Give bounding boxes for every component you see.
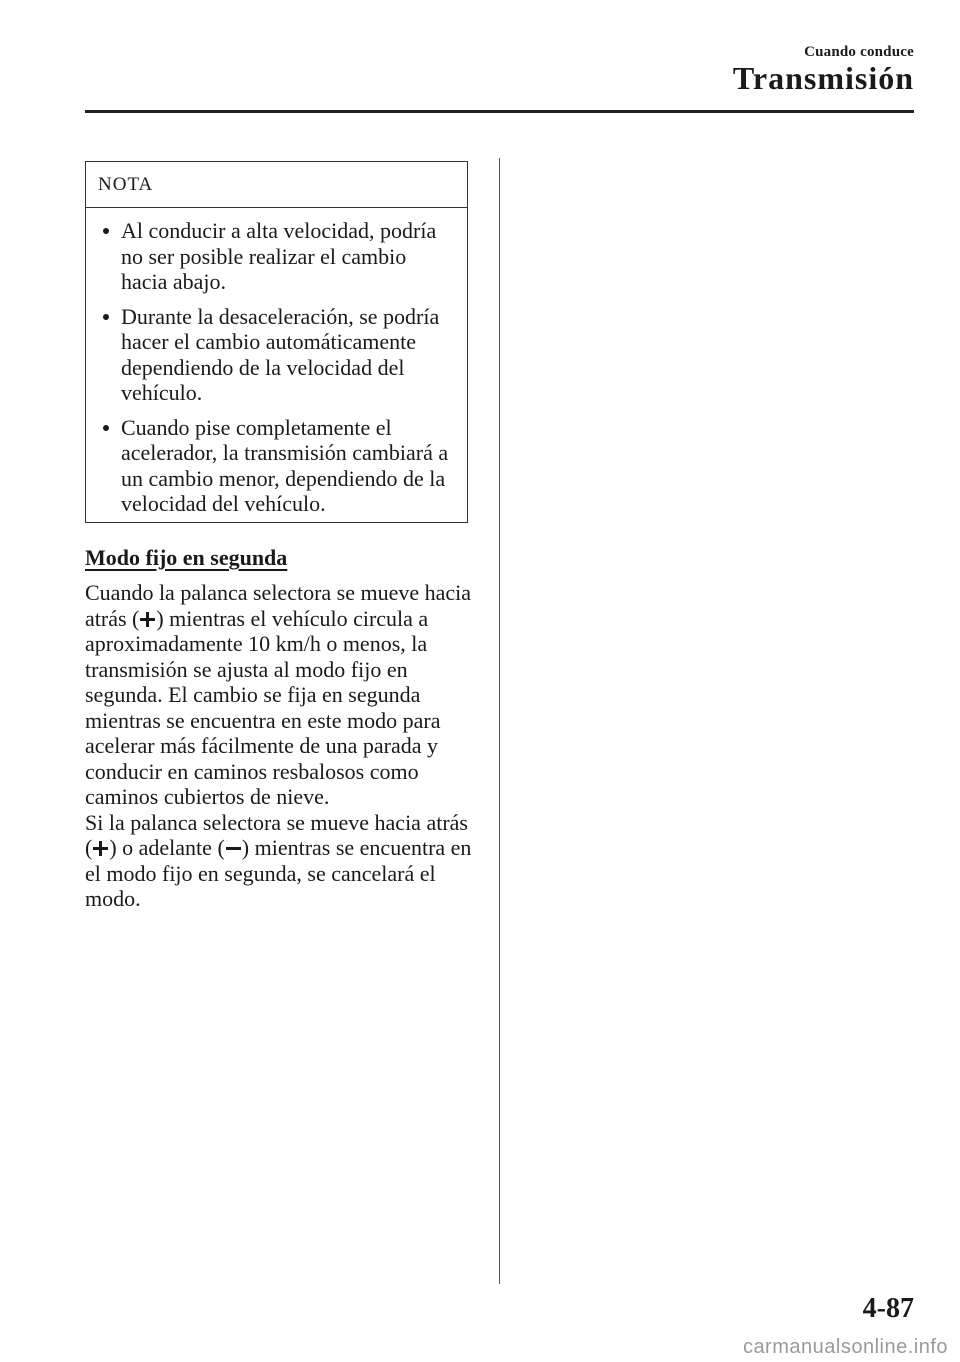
watermark-link[interactable]: carmanualsonline.info bbox=[742, 1336, 948, 1358]
note-item bbox=[98, 304, 455, 406]
note-item bbox=[98, 218, 455, 295]
page-title: Transmisión bbox=[732, 60, 914, 96]
paragraph-text: Cuando la palanca selectora se mueve hacia atrás ( bbox=[85, 580, 472, 631]
section-header-label: Cuando conduce bbox=[804, 44, 914, 60]
plus-icon bbox=[93, 841, 108, 856]
header-rule bbox=[85, 110, 914, 113]
section-heading: Modo fijo en segunda bbox=[85, 545, 288, 570]
note-item bbox=[98, 415, 455, 517]
note-item-text: Cuando pise completamente el acelerador, la transmisión cambiará a un cambio menor, dependiendo de la velocidad del vehículo. bbox=[121, 414, 449, 516]
paragraph-1 bbox=[85, 580, 475, 810]
bullet-icon bbox=[103, 314, 109, 320]
bullet-icon bbox=[103, 425, 109, 431]
paragraph-2 bbox=[85, 810, 475, 912]
section-body bbox=[85, 580, 475, 912]
minus-icon bbox=[226, 841, 241, 856]
column-divider bbox=[499, 158, 500, 1284]
paragraph-text: Si la palanca selectora se mueve hacia atrás ( bbox=[85, 809, 468, 860]
paragraph-text: ) mientras el vehículo circula a aproximadamente 10 km/h o menos, la transmisión se ajusta al modo fijo en segunda. El cambio se fija en segunda mientras se encuentra en este modo para acelerar más fácilmente de una parada y conducir en caminos resbalosos como caminos cubiertos de nieve. bbox=[85, 605, 441, 809]
page-number: 4-87 bbox=[862, 1293, 914, 1324]
note-list bbox=[86, 208, 467, 517]
note-box bbox=[85, 161, 468, 523]
note-item-text: Al conducir a alta velocidad, podría no ser posible realizar el cambio hacia abajo. bbox=[121, 218, 437, 294]
paragraph-text: ) o adelante ( bbox=[109, 835, 225, 860]
note-item-text: Durante la desaceleración, se podría hacer el cambio automáticamente dependiendo de la velocidad del vehículo. bbox=[121, 303, 440, 405]
bullet-icon bbox=[103, 228, 109, 234]
note-heading: NOTA bbox=[86, 162, 467, 208]
plus-icon bbox=[140, 612, 155, 627]
paragraph-text: ) mientras se encuentra en el modo fijo en segunda, se cancelará el modo. bbox=[85, 835, 472, 911]
